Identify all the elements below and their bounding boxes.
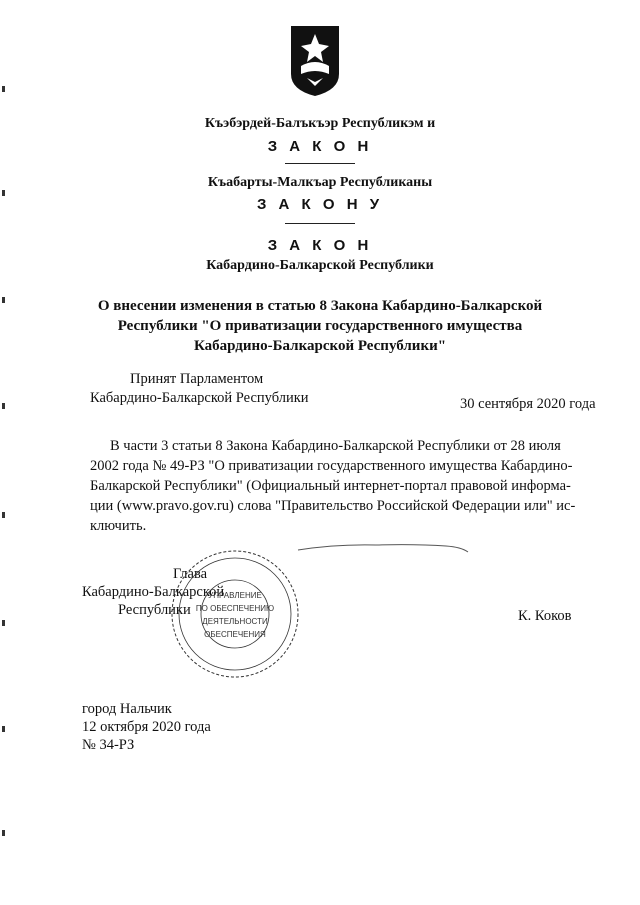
signature-title-line: Кабардино-Балкарской: [82, 584, 225, 600]
law-title-line: Республики "О приватизации государственного имущества: [117, 318, 523, 334]
adoption-date: 30 сентября 2020 года: [460, 396, 596, 412]
seal-text: ПО ОБЕСПЕЧЕНИЮ: [195, 604, 275, 613]
signature-title-line: Республики: [118, 602, 191, 618]
seal-text: ОБЕСПЕЧЕНИЯ: [204, 630, 266, 639]
law-body-line: Балкарской Республики" (Официальный интернет-портал правовой информа-: [90, 478, 571, 494]
scan-binding-mark: [2, 190, 5, 196]
scan-binding-mark: [2, 726, 5, 732]
scan-binding-mark: [2, 297, 5, 303]
header-line-kabardian: Къэбэрдей-Балъкъэр Республикэм и: [204, 116, 436, 131]
scan-binding-mark: [2, 830, 5, 836]
law-body-line: ключить.: [90, 518, 147, 534]
adopted-by-label: Принят Парламентом: [130, 371, 264, 387]
header-line-balkar: Къабарты-Малкъар Республиканы: [207, 175, 433, 190]
handwritten-signature-icon: [296, 538, 471, 556]
seal-text: УПРАВЛЕНИЕ: [208, 591, 262, 600]
official-seal-icon: [160, 548, 310, 680]
seal-text: ДЕЯТЕЛЬНОСТИ: [202, 617, 268, 626]
signatory-name: К. Коков: [518, 608, 572, 624]
signing-date: 12 октября 2020 года: [82, 719, 211, 735]
header-word-kabardian: З А К О Н: [267, 138, 373, 155]
header-line-russian: Кабардино-Балкарской Республики: [206, 258, 434, 273]
law-body-line: В части 3 статьи 8 Закона Кабардино-Балкарской Республики от 28 июля: [110, 438, 561, 454]
adopted-by-parliament: Кабардино-Балкарской Республики: [90, 390, 309, 406]
scan-binding-mark: [2, 512, 5, 518]
law-title-line: Кабардино-Балкарской Республики": [193, 338, 447, 354]
coat-of-arms-emblem-icon: [289, 24, 341, 98]
divider-rule: [285, 163, 355, 164]
header-word-russian: З А К О Н: [267, 237, 373, 254]
city-of-signing: город Нальчик: [82, 701, 172, 717]
law-body-line: 2002 года № 49-РЗ "О приватизации государственного имущества Кабардино-: [90, 458, 573, 474]
law-title: [60, 296, 580, 356]
scan-binding-mark: [2, 86, 5, 92]
law-title-line: О внесении изменения в статью 8 Закона Кабардино-Балкарской: [97, 298, 543, 314]
scan-binding-mark: [2, 620, 5, 626]
scan-binding-mark: [2, 403, 5, 409]
law-body: [90, 436, 600, 536]
signature-title-line: Глава: [173, 566, 208, 582]
header-word-balkar: З А К О Н У: [256, 196, 384, 213]
law-number: № 34-РЗ: [82, 737, 135, 753]
divider-rule: [285, 223, 355, 224]
law-body-line: ции (www.pravo.gov.ru) слова "Правительство Российской Федерации или" ис-: [90, 498, 576, 514]
